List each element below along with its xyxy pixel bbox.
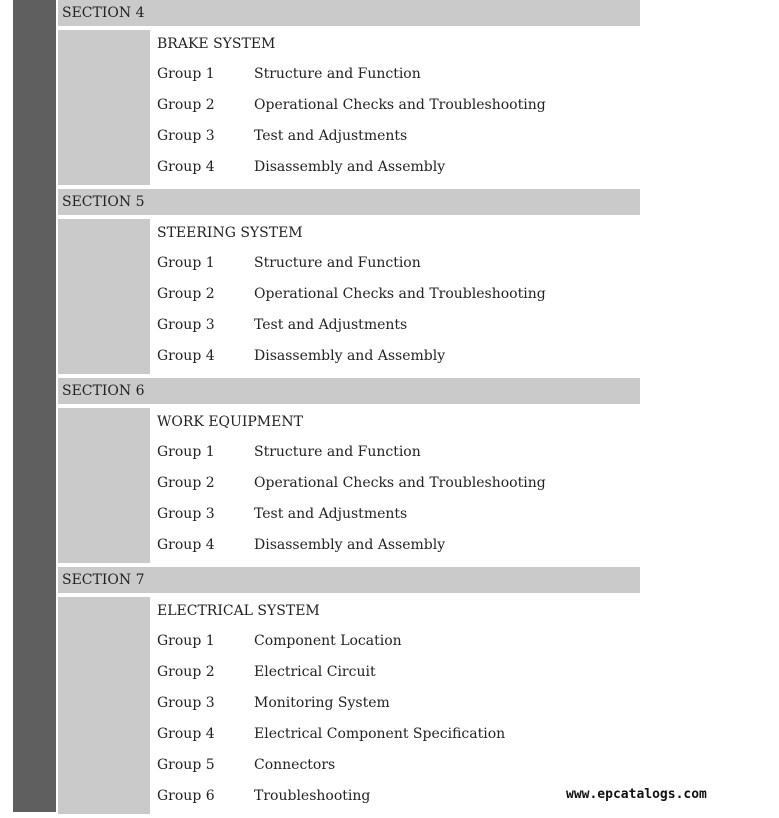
group-row[interactable] [157,721,505,752]
group-title-link[interactable]: Structure and Function [254,444,421,460]
group-number: Group 1 [157,255,215,271]
system-title[interactable]: STEERING SYSTEM [157,225,303,241]
section-header: SECTION 4 [58,0,640,26]
group-title-link[interactable]: Operational Checks and Troubleshooting [254,286,546,302]
section-contents [150,597,505,814]
group-row[interactable] [157,501,546,532]
group-title-link[interactable]: Operational Checks and Troubleshooting [254,475,546,491]
group-number: Group 4 [157,159,215,175]
group-title-link[interactable]: Disassembly and Assembly [254,537,446,553]
group-title-link[interactable]: Operational Checks and Troubleshooting [254,97,546,113]
group-number: Group 2 [157,97,215,113]
group-number: Group 2 [157,475,215,491]
group-row[interactable] [157,783,505,814]
group-number: Group 2 [157,286,215,302]
group-row[interactable] [157,92,546,123]
group-number: Group 3 [157,506,215,522]
section-body [58,408,640,563]
section-side-panel [58,408,150,563]
section-header: SECTION 7 [58,567,640,593]
group-number: Group 3 [157,317,215,333]
group-row[interactable] [157,154,546,185]
group-number: Group 5 [157,757,215,773]
group-row[interactable] [157,250,546,281]
group-title-link[interactable]: Connectors [254,757,336,773]
group-title-link[interactable]: Electrical Circuit [254,664,376,680]
section-body [58,30,640,185]
group-number: Group 4 [157,537,215,553]
section-contents [150,30,546,185]
system-title[interactable]: ELECTRICAL SYSTEM [157,603,320,619]
group-number: Group 3 [157,695,215,711]
section-side-panel [58,30,150,185]
group-number: Group 4 [157,348,215,364]
section-header: SECTION 6 [58,378,640,404]
group-row[interactable] [157,470,546,501]
group-number: Group 6 [157,788,215,804]
section-body [58,597,640,814]
group-number: Group 1 [157,633,215,649]
group-title-link[interactable]: Component Location [254,633,402,649]
group-row[interactable] [157,659,505,690]
section-header: SECTION 5 [58,189,640,215]
section-contents [150,408,546,563]
group-row[interactable] [157,61,546,92]
table-of-contents [58,0,640,818]
system-title[interactable]: WORK EQUIPMENT [157,414,303,430]
group-number: Group 1 [157,444,215,460]
group-row[interactable] [157,123,546,154]
system-title[interactable]: BRAKE SYSTEM [157,36,276,52]
group-number: Group 2 [157,664,215,680]
section-body [58,219,640,374]
group-title-link[interactable]: Electrical Component Specification [254,726,506,742]
group-row[interactable] [157,532,546,563]
group-title-link[interactable]: Test and Adjustments [254,506,408,522]
section-contents [150,219,546,374]
group-row[interactable] [157,312,546,343]
left-sidebar-bar [13,0,56,812]
group-title-link[interactable]: Disassembly and Assembly [254,159,446,175]
group-number: Group 4 [157,726,215,742]
group-row[interactable] [157,690,505,721]
section-side-panel [58,219,150,374]
group-row[interactable] [157,752,505,783]
group-title-link[interactable]: Structure and Function [254,66,421,82]
group-row[interactable] [157,628,505,659]
watermark: www.epcatalogs.com [566,787,707,802]
group-row[interactable] [157,439,546,470]
group-number: Group 3 [157,128,215,144]
group-title-link[interactable]: Troubleshooting [254,788,371,804]
group-row[interactable] [157,343,546,374]
group-row[interactable] [157,281,546,312]
group-title-link[interactable]: Monitoring System [254,695,390,711]
group-title-link[interactable]: Test and Adjustments [254,128,408,144]
group-title-link[interactable]: Disassembly and Assembly [254,348,446,364]
group-number: Group 1 [157,66,215,82]
group-title-link[interactable]: Structure and Function [254,255,421,271]
group-title-link[interactable]: Test and Adjustments [254,317,408,333]
section-side-panel [58,597,150,814]
